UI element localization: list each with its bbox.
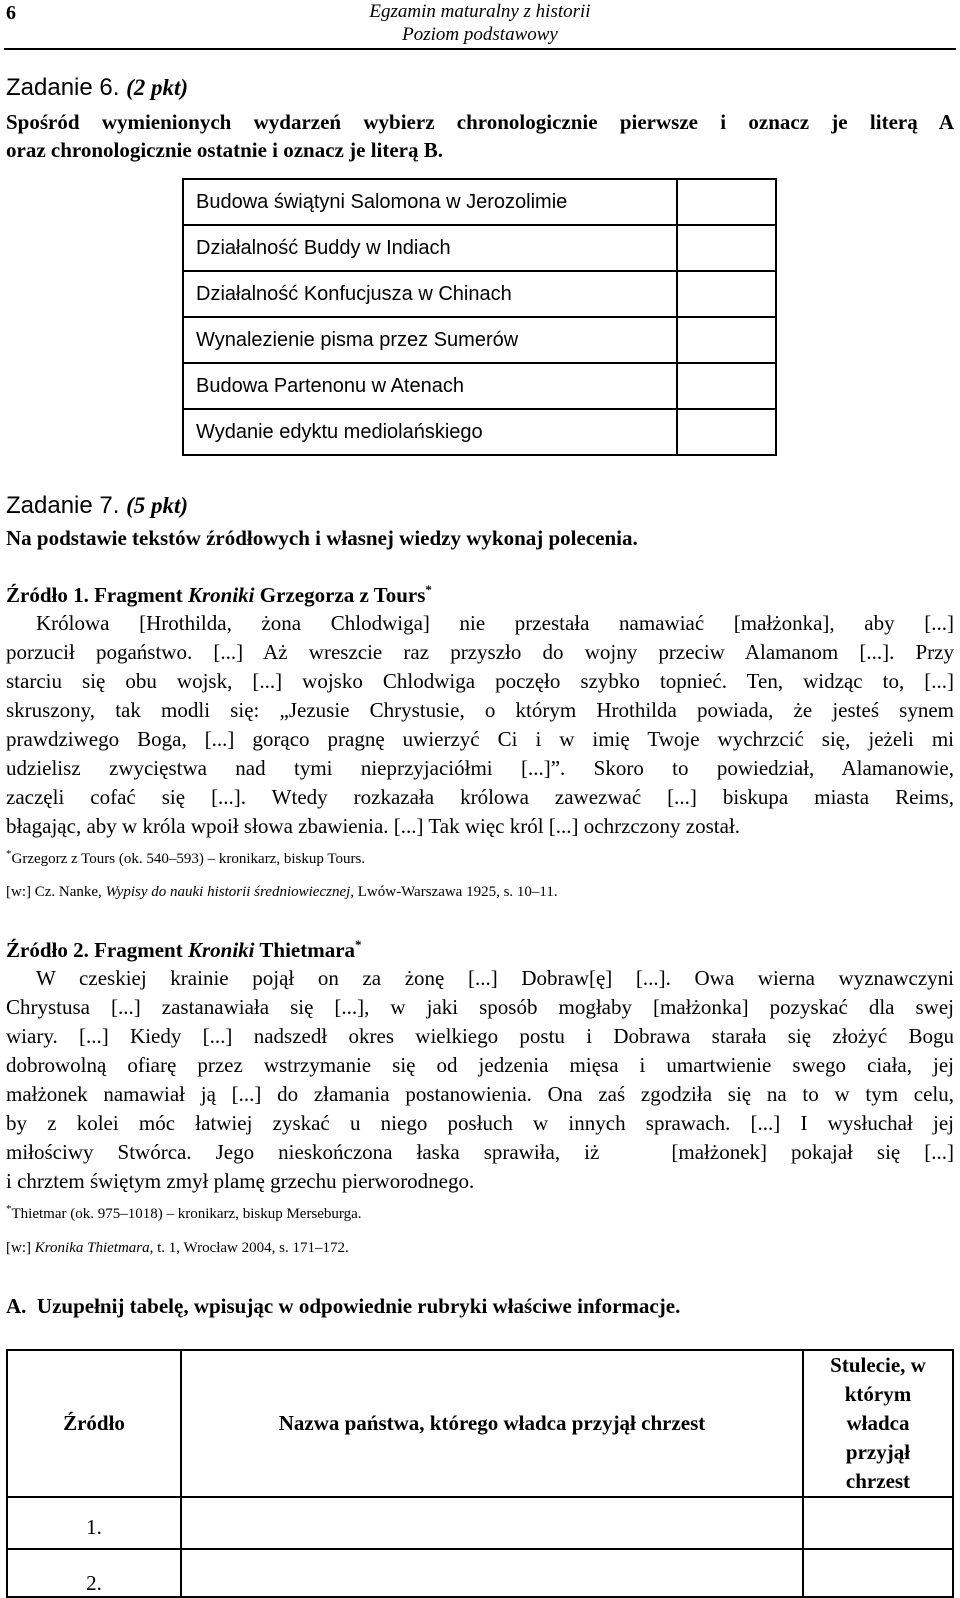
answer-box[interactable]	[677, 179, 776, 225]
source1-citation	[6, 884, 558, 901]
source1-line: błagając, aby w króla wpoił słowa zbawienia. [...] Tak więc król [...] ochrzczony został.	[6, 814, 741, 838]
source2-line: miłościwy Stwórca. Jego nieskończona łaska sprawiła, iż [małżonek] pokajał się [...]	[6, 1140, 954, 1164]
century-answer-cell[interactable]	[803, 1497, 953, 1549]
source1-line: skruszony, tak modli się: „Jezusie Chrystusie, o którym Hrothilda powiada, że jesteś synem	[6, 698, 954, 722]
source1-heading	[6, 582, 432, 608]
state-answer-cell[interactable]	[181, 1497, 803, 1549]
source2-heading-author: Thietmara	[254, 938, 356, 962]
row-source-number: 2.	[7, 1549, 181, 1597]
answer-table-header	[7, 1350, 953, 1497]
citation-text: [w:] Cz. Nanke,	[6, 884, 106, 900]
event-row	[183, 179, 776, 225]
source1-footnote	[6, 848, 365, 868]
header-divider	[4, 48, 956, 50]
footnote-marker: *	[6, 848, 12, 860]
citation-title: Wypisy do nauki historii średniowiecznej,	[105, 884, 355, 900]
source2-line: Chrystusa [...] zastanawiała się [...], w jaki sposób mogłaby [małżonka] pozyskać dla swej	[6, 995, 954, 1019]
state-answer-cell[interactable]	[181, 1549, 803, 1597]
event-row	[183, 363, 776, 409]
task7-heading	[6, 492, 188, 520]
table-row	[7, 1497, 953, 1549]
task6-title: Zadanie 6.	[6, 74, 120, 101]
task6-instruction-line1: Spośród wymienionych wydarzeń wybierz chronologicznie pierwsze i oznacz je literą A	[6, 110, 954, 134]
source1-line: porzucił pogaństwo. [...] Aż wreszcie raz przyszło do wojny przeciw Alamanom [...]. Przy	[6, 640, 954, 664]
events-table	[182, 178, 777, 456]
event-row	[183, 271, 776, 317]
row-source-number: 1.	[7, 1497, 181, 1549]
citation-text: , t. 1, Wrocław 2004, s. 171–172.	[149, 1240, 349, 1256]
part-a-instruction	[6, 1294, 680, 1319]
source2-line: i chrztem świętym zmył plamę grzechu pierworodnego.	[6, 1169, 475, 1193]
answer-box[interactable]	[677, 409, 776, 455]
table-row	[7, 1549, 953, 1597]
event-label: Działalność Konfucjusza w Chinach	[183, 271, 677, 317]
source1-line: zaczęli cofać się [...]. Wtedy rozkazała królowa zawezwać [...] biskupa miasta Reims,	[6, 785, 954, 809]
source2-footnote	[6, 1203, 362, 1223]
exam-level: Poziom podstawowy	[402, 24, 558, 45]
task6-heading	[6, 74, 188, 102]
citation-text: Lwów-Warszawa 1925, s. 10–11.	[354, 884, 558, 900]
task6-points: (2 pkt)	[126, 75, 189, 100]
event-label: Budowa świątyni Salomona w Jerozolimie	[183, 179, 677, 225]
source1-line: starciu się obu wojsk, [...] wojsko Chlodwiga poczęło szybko topnieć. Ten, widząc to, [...]	[6, 669, 954, 693]
part-a-label: A.	[6, 1294, 27, 1318]
page-number: 6	[6, 2, 16, 24]
event-label: Wynalezienie pisma przez Sumerów	[183, 317, 677, 363]
source2-line: dobrowolną ofiarę przez wstrzymanie się od jedzenia mięsa i umartwienie swego ciała, jej	[6, 1053, 954, 1077]
task7-instruction: Na podstawie tekstów źródłowych i własnej wiedzy wykonaj polecenia.	[6, 526, 638, 550]
column-header-century: Stulecie, w którym władca przyjął chrzest	[803, 1350, 953, 1497]
column-header-state: Nazwa państwa, którego władca przyjął chrzest	[181, 1350, 803, 1497]
event-row	[183, 409, 776, 455]
event-label: Budowa Partenonu w Atenach	[183, 363, 677, 409]
source2-heading	[6, 937, 362, 963]
answer-box[interactable]	[677, 317, 776, 363]
source2-heading-italic: Kroniki	[187, 938, 255, 962]
answer-box[interactable]	[677, 225, 776, 271]
task7-title: Zadanie 7.	[6, 492, 120, 519]
event-label: Działalność Buddy w Indiach	[183, 225, 677, 271]
source2-line: by z kolei móc łatwiej zyskać u niego posłuch w innych sprawach. [...] I wysłuchał jej	[6, 1111, 954, 1135]
century-answer-cell[interactable]	[803, 1549, 953, 1597]
source1-footnote-text: Grzegorz z Tours (ok. 540–593) – kronikarz, biskup Tours.	[11, 851, 366, 867]
event-row	[183, 225, 776, 271]
footnote-marker: *	[425, 582, 432, 597]
footnote-marker: *	[355, 937, 362, 952]
source1-heading-author: Grzegorza z Tours	[254, 583, 426, 607]
citation-title: Kronika Thietmara	[34, 1240, 150, 1256]
part-a-text: Uzupełnij tabelę, wpisując w odpowiednie rubryki właściwe informacje.	[36, 1294, 681, 1318]
citation-text: [w:]	[6, 1240, 35, 1256]
source2-line: W czeskiej krainie pojął on za żonę [...] Dobraw[ę] [...]. Owa wierna wyznawczyni	[36, 966, 954, 990]
source2-line: małżonek namawiał ją [...] do złamania postanowienia. Ona zaś zgodziła się na to w tym celu,	[6, 1082, 954, 1106]
source2-heading-text: Źródło 2. Fragment	[6, 938, 188, 962]
task7-points: (5 pkt)	[126, 493, 189, 518]
footnote-marker: *	[6, 1203, 12, 1215]
source2-line: wiary. [...] Kiedy [...] nadszedł okres wielkiego postu i Dobrawa starała się złożyć Bogu	[6, 1024, 954, 1048]
source2-footnote-text: Thietmar (ok. 975–1018) – kronikarz, biskup Merseburga.	[11, 1206, 362, 1222]
event-row	[183, 317, 776, 363]
source1-line: Królowa [Hrothilda, żona Chlodwiga] nie przestała namawiać [małżonka], aby [...]	[36, 611, 954, 635]
answer-box[interactable]	[677, 363, 776, 409]
answer-table	[6, 1349, 954, 1598]
task6-instruction-line2: oraz chronologicznie ostatnie i oznacz je literą B.	[6, 138, 444, 162]
source1-line: prawdziwego Boga, [...] gorąco pragnę uwierzyć Ci i w imię Twoje wychrzcić się, jeżeli mi	[6, 727, 954, 751]
answer-box[interactable]	[677, 271, 776, 317]
exam-title: Egzamin maturalny z historii	[369, 1, 591, 22]
source1-heading-text: Źródło 1. Fragment	[6, 583, 188, 607]
source2-citation	[6, 1240, 349, 1257]
source1-line: udzielisz zwycięstwa nad tymi nieprzyjaciółmi [...]”. Skoro to powiedział, Alamanowie,	[6, 756, 954, 780]
source1-heading-italic: Kroniki	[187, 583, 255, 607]
event-label: Wydanie edyktu mediolańskiego	[183, 409, 677, 455]
column-header-source: Źródło	[7, 1350, 181, 1497]
